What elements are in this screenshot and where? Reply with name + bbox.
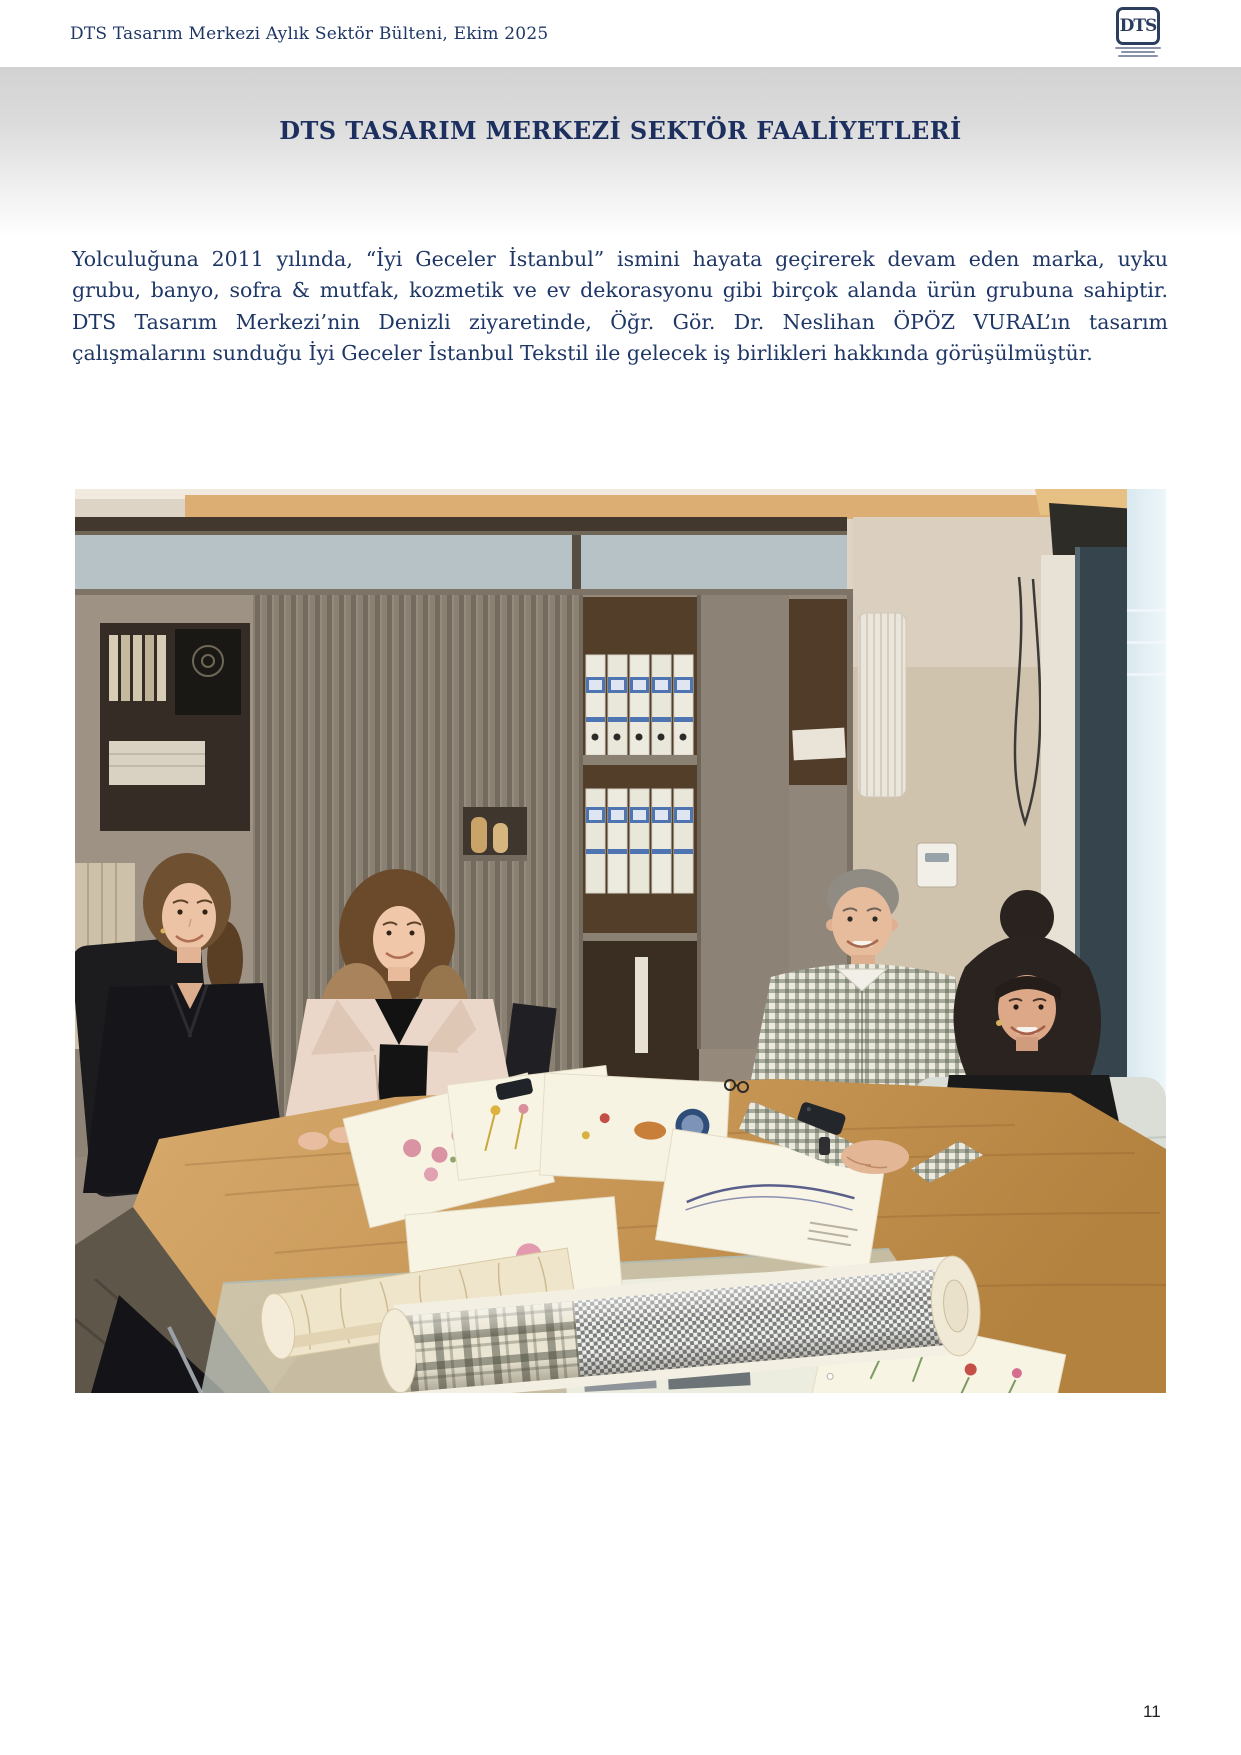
dts-logo [1108, 7, 1168, 59]
page-number: 11 [1143, 1702, 1161, 1721]
binder-row-top [586, 655, 693, 755]
header-title: DTS Tasarım Merkezi Aylık Sektör Bülteni, Ekim 2025 [70, 24, 549, 44]
dts-logo-emblem: DTS [1116, 7, 1160, 45]
section-title-band [0, 67, 1241, 235]
section-title: DTS TASARIM MERKEZİ SEKTÖR FAALİYETLERİ [279, 116, 962, 145]
clerestory-window [75, 531, 853, 598]
radiator [858, 613, 906, 797]
binder-row-bottom [586, 789, 693, 893]
thermostat [917, 843, 957, 887]
office-meeting-photo [75, 489, 1166, 1393]
article-body [72, 244, 1168, 369]
office-meeting-illustration [75, 489, 1166, 1393]
article-paragraph: Yolculuğuna 2011 yılında, “İyi Geceler İstanbul” ismini hayata geçirerek devam eden marka, uyku grubu, banyo, sofra & mutfak, kozmetik ve ev dekorasyonu gibi birçok alanda ürün grubuna sahiptir. DTS Tasarım Merkezi’nin Denizli ziyaretinde, Öğr. Gör. Dr. Neslihan ÖPÖZ VURAL’ın tasarım çalışmalarını sunduğu İyi Geceler İstanbul Tekstil ile gelecek iş birlikleri hakkında görüşülmüştür. [72, 247, 1168, 366]
dts-logo-caption [1108, 47, 1168, 57]
page-header [0, 0, 1241, 67]
